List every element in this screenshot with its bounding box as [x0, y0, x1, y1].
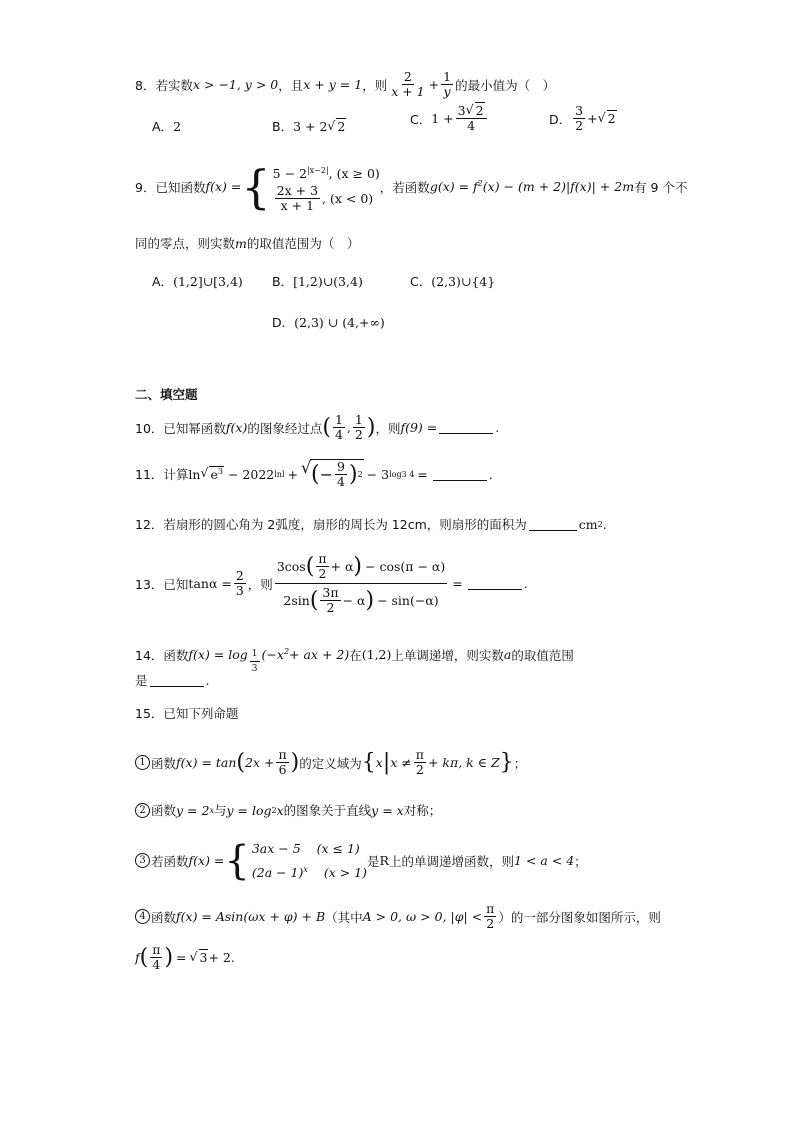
- q10-answer-blank[interactable]: [439, 421, 493, 434]
- q8-option-a: A．2: [152, 119, 182, 134]
- q8-plus: +: [428, 77, 440, 92]
- q9-piecewise: $5 - 2^{|x-2|}$, (x ≥ 0) $\frac{2x + 3}{x + 1}$ , (x < 0): [272, 166, 380, 214]
- q13-big-fraction: 3cos ( $\frac{\pi}{2}$ + α ) − cos(π − α) 2sin ( $\frac{3\pi}{2}$ − α ) − sin(−α): [276, 551, 446, 615]
- q15-item-4-line-2: f ( $\frac{\pi}{4}$ ) = √ 3 + 2 .: [135, 943, 235, 972]
- section-title: 二、填空题: [135, 387, 198, 402]
- q9-option-a: A．(1,2]∪[3,4): [152, 274, 243, 289]
- q13-answer-blank[interactable]: [468, 577, 522, 590]
- q8-option-b: B．3 + 2√ 2: [272, 117, 346, 135]
- q13-stem: 13． 已知 tanα = $\frac{2}{3}$ ，则 3cos ( $\frac{\pi}{2}$ + α ) − cos(π − α) 2sin ( $\frac{3\pi}{2}$ − α ) − sin(−α) = .: [135, 551, 528, 615]
- q8-fraction-1: $\frac{2}{x + 1}$: [391, 69, 425, 99]
- q12-stem: 12． 若扇形的圆心角为 2弧度，扇形的周长为 12cm，则扇形的面积为 cm 2 .: [135, 516, 607, 532]
- q10-stem: 10． 已知幂函数 f(x) 的图象经过点 ( $\frac{1}{4}$ , $\frac{1}{2}$ ) ，则 f(9) = .: [135, 412, 500, 442]
- q11-stem: 11． 计算 ln √ $e^3$ − 2022 lnl + √ ( − $\frac{9}{4}$ ) 2 − 3 log3 4 = .: [135, 459, 493, 489]
- q9-brace: {: [241, 159, 271, 214]
- q8-stem: [135, 70, 555, 99]
- q9-function: f(x) =: [205, 179, 242, 195]
- q12-answer-blank[interactable]: [529, 518, 577, 531]
- q9-g-function: $g(x) = f^2(x) - (m + 2)|f(x)| + 2m$: [429, 179, 635, 195]
- q9-stem-line-2: 同的零点，则实数 m 的取值范围为（ ）: [135, 235, 360, 251]
- q8-text-3: ，则: [362, 77, 388, 93]
- circled-number-3: 3: [135, 853, 150, 868]
- q15-item-1: 1 函数 f(x) = tan ( 2x + $\frac{\pi}{6}$ ) 的定义域为 { x | x ≠ $\frac{\pi}{2}$ + kπ, k ∈ Z } ；: [135, 748, 526, 777]
- q15-item-2: 2 函数 y = 2 x 与 y = log 2 x 的图象关于直线 y = x 对称；: [135, 801, 441, 819]
- q9-option-d: D．(2,3) ∪ (4,+∞): [272, 315, 385, 330]
- q9-text-3: 有 9 个不: [634, 179, 688, 195]
- q14-stem-line-2: 是 .: [135, 672, 210, 688]
- q9-number: 9．: [135, 179, 156, 195]
- q15-item-3: 3 若函数 f(x) = { 3ax − 5 (x ≤ 1) $(2a - 1)^x$ (x > 1) 是 R 上的单调递增函数，则 1 < a < 4 ；: [135, 838, 587, 883]
- q9-option-b: B．[1,2)∪(3,4): [272, 274, 363, 289]
- q8-option-d: D． $\frac{3}{2}$ + √ 2: [549, 104, 617, 133]
- q8-text-4: 的最小值为（ ）: [455, 77, 556, 93]
- q8-fraction-2: $\frac{1}{y}$: [443, 69, 452, 99]
- q8-condition: x > −1, y > 0: [192, 77, 279, 92]
- q8-text-1: 若实数: [155, 77, 193, 93]
- circled-number-4: 4: [135, 909, 150, 924]
- circled-number-1: 1: [135, 755, 150, 770]
- q14-stem: 14． 函数 f(x) = log $\frac{1}{3}$ ($-x^2+$ ax + 2) 在 (1,2) 上单调递增，则实数 a 的取值范围: [135, 646, 574, 674]
- q15-item-4: 4 函数 f(x) = Asin(ωx + φ) + B （其中 A > 0, ω > 0, |φ| < $\frac{\pi}{2}$ ）的一部分图象如图所示，则: [135, 902, 661, 931]
- q14-answer-blank[interactable]: [150, 674, 204, 687]
- q8-option-c: C． 1 + $\frac{3√ 2}{4}$: [410, 104, 489, 133]
- q15-stem: 15． 已知下列命题: [135, 706, 239, 721]
- q9-text-2: ，若函数: [379, 179, 430, 195]
- q9-stem: [135, 160, 687, 213]
- circled-number-2: 2: [135, 803, 150, 818]
- q9-text-1: 已知函数: [155, 179, 206, 195]
- q8-text-2: ，且: [278, 77, 304, 93]
- q9-option-c: C．(2,3)∪{4}: [410, 274, 496, 289]
- q8-number: 8．: [135, 77, 156, 93]
- q11-answer-blank[interactable]: [433, 468, 487, 481]
- q8-condition-2: x + y = 1: [303, 77, 363, 92]
